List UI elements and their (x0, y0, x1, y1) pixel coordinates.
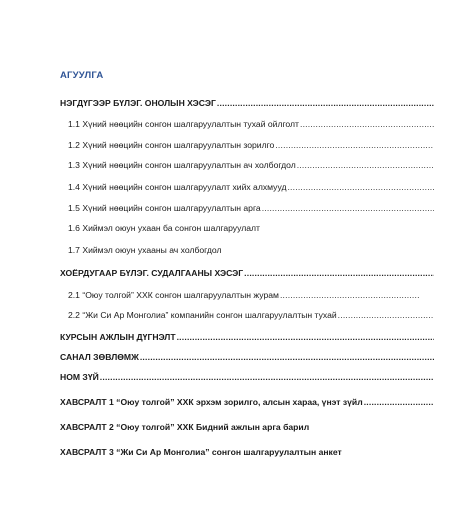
toc-entry-label: 1.7 Хиймэл оюун ухааны ач холбогдол (68, 245, 222, 255)
toc-entry-label: САНАЛ ЗӨВЛӨМЖ (60, 352, 139, 362)
toc-entry-label: 1.5 Хүний нөөцийн сонгон шалгаруулалтын арга (68, 203, 261, 213)
toc-entry-label: КУРСЫН АЖЛЫН ДҮГНЭЛТ (60, 332, 176, 342)
dot-leader (300, 119, 434, 129)
toc-entry-2-1[interactable] (68, 290, 420, 300)
dot-leader (177, 332, 434, 342)
toc-entry-appendix-1[interactable] (60, 397, 434, 407)
toc-entry-1-5[interactable] (68, 203, 434, 213)
toc-entry-label: НОМ ЗҮЙ (60, 372, 99, 382)
toc-entry-label: 1.4 Хүний нөөцийн сонгон шалгаруулалт хийх алхмууд (68, 182, 287, 192)
toc-entry-1-1[interactable] (68, 119, 434, 129)
toc-entry-chapter-1[interactable] (60, 98, 434, 108)
toc-entry-chapter-2[interactable] (60, 268, 434, 278)
toc-entry-label: 2.1 “Оюу толгой” ХХК сонгон шалгаруулалтын журам (68, 290, 279, 300)
dot-leader (364, 397, 434, 407)
toc-entry-1-7[interactable] (68, 245, 434, 255)
toc-entry-1-2[interactable] (68, 140, 434, 150)
dot-leader (297, 160, 434, 170)
toc-entry-label: 1.2 Хүний нөөцийн сонгон шалгаруулалтын зорилго (68, 140, 275, 150)
toc-heading: АГУУЛГА (60, 70, 104, 81)
dot-leader (262, 203, 434, 213)
toc-entry-1-3[interactable] (68, 160, 434, 170)
toc-entry-label: 2.2 “Жи Си Ар Монголиа” компанийн сонгон шалгаруулалтын тухай (68, 310, 337, 320)
dot-leader (217, 98, 434, 108)
toc-entry-1-4[interactable] (68, 182, 434, 192)
toc-entry-1-6[interactable] (68, 223, 434, 233)
dot-leader (100, 372, 434, 382)
toc-entry-appendix-3[interactable] (60, 447, 434, 457)
toc-entry-label: 1.1 Хүний нөөцийн сонгон шалгаруулалтын тухай ойлголт (68, 119, 299, 129)
toc-entry-bibliography[interactable] (60, 372, 434, 382)
dot-leader (287, 182, 434, 192)
toc-entry-label: ХОЁРДУГААР БҮЛЭГ. СУДАЛГААНЫ ХЭСЭГ (60, 268, 244, 278)
toc-entry-recommendations[interactable] (60, 352, 434, 362)
toc-entry-label: ХАВСРАЛТ 3 “Жи Си Ар Монголиа” сонгон шалгаруулалтын анкет (60, 447, 342, 457)
dot-leader (338, 310, 434, 320)
dot-leader (244, 268, 434, 278)
toc-entry-label: 1.3 Хүний нөөцийн сонгон шалгаруулалтын ач холбогдол (68, 160, 296, 170)
toc-entry-2-2[interactable] (68, 310, 434, 320)
dot-leader (275, 140, 434, 150)
dot-leader (280, 290, 420, 300)
toc-entry-label: НЭГДҮГЭЭР БҮЛЭГ. ОНОЛЫН ХЭСЭГ (60, 98, 216, 108)
toc-entry-label: ХАВСРАЛТ 2 “Оюу толгой” ХХК Бидний ажлын арга барил (60, 422, 310, 432)
toc-entry-conclusion[interactable] (60, 332, 434, 342)
dot-leader (140, 352, 434, 362)
toc-entry-label: 1.6 Хиймэл оюун ухаан ба сонгон шалгаруулалт (68, 223, 260, 233)
toc-entry-label: ХАВСРАЛТ 1 “Оюу толгой” ХХК эрхэм зорилго, алсын хараа, үнэт зүйл (60, 397, 363, 407)
toc-entry-appendix-2[interactable] (60, 422, 434, 432)
